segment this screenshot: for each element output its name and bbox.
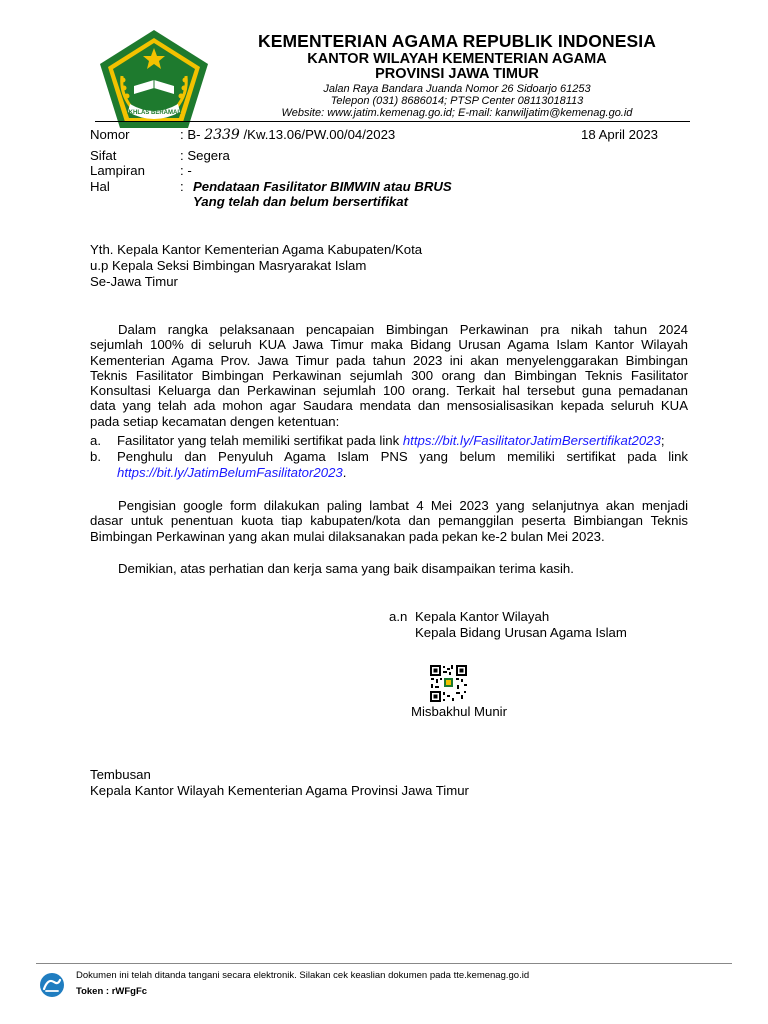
p1-line: Konsultasi Keluarga dan Perkawinan sejumlah 100 orang. Terkait hal tersebut guna pemadanan (90, 383, 688, 399)
item-a-end: ; (660, 433, 665, 448)
p1-line: Dalam rangka pelaksanaan pencapaian Bimbingan Perkawinan pra nikah tahun 2024 (118, 322, 688, 337)
nomor-label: Nomor (90, 127, 130, 142)
qr-code-signature (430, 665, 467, 702)
p1-line: Kementerian Agama Prov. Jawa Timur pada tahun 2023 ini akan menyelenggarakan Bimbingan (90, 352, 688, 368)
hal-colon: : (180, 179, 184, 194)
body-paragraph-2 (90, 498, 688, 544)
nomor-prefix: : B- (180, 127, 201, 142)
item-a (117, 433, 665, 449)
item-a-text: Fasilitator yang telah memiliki sertifikat pada link (117, 433, 403, 448)
office-phone: Telepon (031) 8686014; PTSP Center 08113018113 (330, 95, 584, 107)
footer-token: Token : rWFgFc (76, 986, 148, 997)
signatory-title-1: Kepala Kantor Wilayah (415, 609, 550, 624)
sifat-value: : Segera (180, 148, 230, 163)
footer-note: Dokumen ini telah ditanda tangani secara elektronik. Silakan cek keaslian dokumen pada tte.kemenag.go.id (76, 970, 530, 981)
body-paragraph-1 (90, 322, 688, 429)
logo-motto: IKHLAS BERAMAL (127, 110, 181, 116)
p2-line: Bimbingan Perkawinan yang akan mulai dilaksanakan pada pekan ke-2 bulan Mei 2023. (90, 528, 605, 544)
signatory-title-2: Kepala Bidang Urusan Agama Islam (415, 625, 627, 640)
closing-sentence: Demikian, atas perhatian dan kerja sama yang baik disampaikan terima kasih. (118, 561, 574, 576)
p1-line: pada setiap kecamatan dengen ketentuan: (90, 413, 340, 429)
p1-line: data yang telah ada mohon agar Saudara mendata dan mensosialisasikan kepada seluruh KUA (90, 398, 688, 414)
an-prefix: a.n (389, 609, 408, 624)
office-name: KANTOR WILAYAH KEMENTERIAN AGAMA (307, 51, 607, 67)
office-website[interactable]: Website: www.jatim.kemenag.go.id; E-mail: kanwiljatim@kemenag.go.id (281, 107, 633, 119)
nomor-suffix: /Kw.13.06/PW.00/04/2023 (243, 127, 396, 142)
nomor-handwritten: 2339 (204, 127, 240, 143)
link-bersertifikat[interactable]: https://bit.ly/FasilitatorJatimBersertifikat2023 (402, 433, 661, 448)
p1-line: sejumlah 100% di seluruh KUA Jawa Timur maka Bidang Urusan Agama Islam Kantor Wilayah (90, 337, 688, 353)
footer-rule (36, 963, 732, 964)
item-b-end: . (342, 465, 347, 480)
tembusan-line1: Kepala Kantor Wilayah Kementerian Agama Provinsi Jawa Timur (90, 783, 469, 798)
p2-line: dasar untuk penentuan kuota tiap kabupaten/kota dan pemanggilan peserta Bimbiangan Teknis (90, 513, 688, 529)
ministry-name: KEMENTERIAN AGAMA REPUBLIK INDONESIA (257, 31, 656, 51)
item-b-line2 (117, 465, 346, 481)
recipient-line1: Yth. Kepala Kantor Kementerian Agama Kabupaten/Kota (90, 242, 423, 257)
tembusan-label: Tembusan (90, 767, 151, 782)
province-name: PROVINSI JAWA TIMUR (375, 66, 539, 82)
item-b-line1: Penghulu dan Penyuluh Agama Islam PNS yang belum memiliki sertifikat pada link (117, 449, 688, 464)
sifat-label: Sifat (90, 148, 117, 163)
bsre-signature-icon (38, 972, 66, 998)
nomor-value (180, 127, 395, 144)
lampiran-value: : - (180, 163, 192, 178)
item-a-marker: a. (90, 433, 101, 448)
hal-subject-line1: Pendataan Fasilitator BIMWIN atau BRUS (193, 179, 452, 194)
header-rule (95, 121, 690, 122)
recipient-line3: Se-Jawa Timur (90, 274, 178, 289)
item-b (117, 449, 688, 464)
kemenag-logo (96, 28, 212, 132)
recipient-line2: u.p Kepala Seksi Bimbingan Masryarakat Islam (90, 258, 367, 273)
p1-line: Teknis Fasilitator Bimbingan Perkawinan sejumlah 300 orang dan Bimbingan Teknis Fasilitator (90, 367, 688, 383)
item-b-marker: b. (90, 449, 101, 464)
link-belum-fasilitator[interactable]: https://bit.ly/JatimBelumFasilitator2023 (117, 465, 343, 480)
lampiran-label: Lampiran (90, 163, 145, 178)
letter-date: 18 April 2023 (581, 127, 658, 142)
hal-subject-line2: Yang telah dan belum bersertifikat (193, 194, 408, 209)
hal-label: Hal (90, 179, 110, 194)
signatory-name: Misbakhul Munir (411, 704, 508, 719)
office-address: Jalan Raya Bandara Juanda Nomor 26 Sidoarjo 61253 (323, 83, 591, 95)
p2-line: Pengisian google form dilakukan paling lambat 4 Mei 2023 yang selanjutnya akan menjadi (118, 498, 688, 513)
